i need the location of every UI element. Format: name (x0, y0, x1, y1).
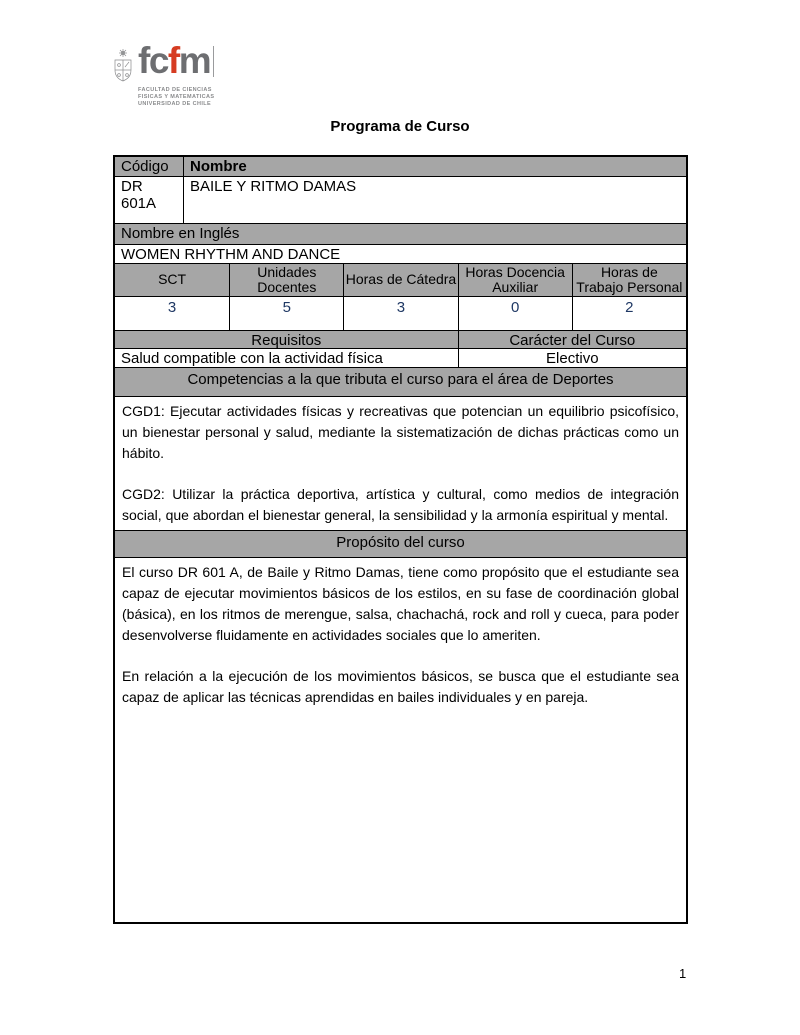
horas-catedra-value-cell: 3 (343, 297, 457, 330)
nombre-ingles-value-cell: WOMEN RHYTHM AND DANCE (121, 246, 341, 263)
page-title: Programa de Curso (330, 118, 470, 135)
proposito-body-row (115, 558, 686, 922)
proposito-header-cell: Propósito del curso (115, 531, 686, 557)
competencias-header-row (115, 368, 686, 397)
fcfm-wordmark (138, 40, 214, 81)
proposito-paragraph-1: El curso DR 601 A, de Baile y Ritmo Damas, tiene como propósito que el estudiante sea capaz de ejecutar movimientos básicos de los estilos, en su fase de coordinación global (básica), en los ritmos de merengue, salsa, chachachá, rock and roll y cueca, para poder desenvolverse fluidamente en actividades sociales que lo ameriten. (122, 564, 679, 643)
requisitos-header-cell: Requisitos (115, 331, 458, 348)
sct-header-cell: SCT (115, 264, 229, 296)
codigo-header-cell: Código (115, 157, 183, 176)
nombre-header-cell: Nombre (183, 157, 686, 176)
proposito-body-cell (115, 558, 686, 922)
course-program-table (113, 155, 688, 924)
codigo-value-cell: DR 601A (121, 178, 157, 212)
fcfm-letter-f-red: f (167, 40, 179, 81)
competencias-header-cell: Competencias a la que tributa el curso para el área de Deportes (115, 368, 686, 396)
horas-trabajo-personal-header-cell: Horas de Trabajo Personal (572, 264, 686, 296)
unidades-docentes-value-cell: 5 (229, 297, 343, 330)
horas-catedra-header-cell: Horas de Cátedra (343, 264, 457, 296)
nombre-value-cell: BAILE Y RITMO DAMAS (183, 177, 686, 223)
hours-header-row (115, 264, 686, 297)
proposito-header-row (115, 531, 686, 558)
proposito-paragraph-2: En relación a la ejecución de los movimientos básicos, se busca que el estudiante sea capaz de aplicar las técnicas aprendidas en bailes individuales y en pareja. (122, 668, 679, 705)
code-name-value-row (115, 177, 686, 224)
fcfm-letters-fc: fc (138, 40, 168, 81)
horas-docencia-auxiliar-header-cell: Horas Docencia Auxiliar (458, 264, 572, 296)
page-number: 1 (679, 966, 687, 981)
competencia-cgd1-paragraph: CGD1: Ejecutar actividades físicas y recreativas que potencian un equilibrio psicofísico, un bienestar personal y salud, mediante la sistematización de dichas prácticas como un hábito. (122, 403, 679, 461)
faculty-name (138, 87, 214, 108)
horas-trabajo-personal-value-cell: 2 (572, 297, 686, 330)
logo-divider-bar (213, 46, 214, 77)
faculty-name-line2: FISICAS Y MATEMATICAS (138, 93, 215, 100)
nombre-ingles-header-cell: Nombre en Inglés (115, 224, 686, 244)
competencias-body-cell (115, 397, 686, 530)
faculty-name-line3: UNIVERSIDAD DE CHILE (138, 100, 212, 107)
requisitos-caracter-header-row (115, 331, 686, 349)
horas-docencia-auxiliar-value-cell: 0 (458, 297, 572, 330)
unidades-docentes-header-cell: Unidades Docentes (229, 264, 343, 296)
caracter-header-cell: Carácter del Curso (458, 331, 686, 348)
english-name-header-row (115, 224, 686, 245)
fcfm-logo (112, 40, 215, 108)
english-name-value-row (115, 245, 686, 264)
requisitos-value-cell: Salud compatible con la actividad física (121, 350, 383, 367)
competencia-cgd2-paragraph: CGD2: Utilizar la práctica deportiva, artística y cultural, como medios de integración social, que abordan el bienestar general, la sensibilidad y la armonía espiritual y mental. (122, 486, 679, 523)
university-crest-icon (112, 48, 134, 89)
code-name-header-row (115, 157, 686, 177)
fcfm-letter-m: m (178, 40, 211, 81)
sct-value-cell: 3 (167, 299, 177, 316)
competencias-body-row (115, 397, 686, 531)
faculty-name-line1: FACULTAD DE CIENCIAS (138, 87, 212, 93)
hours-value-row (115, 297, 686, 331)
requisitos-caracter-value-row (115, 349, 686, 368)
caracter-value-cell: Electivo (458, 349, 686, 367)
